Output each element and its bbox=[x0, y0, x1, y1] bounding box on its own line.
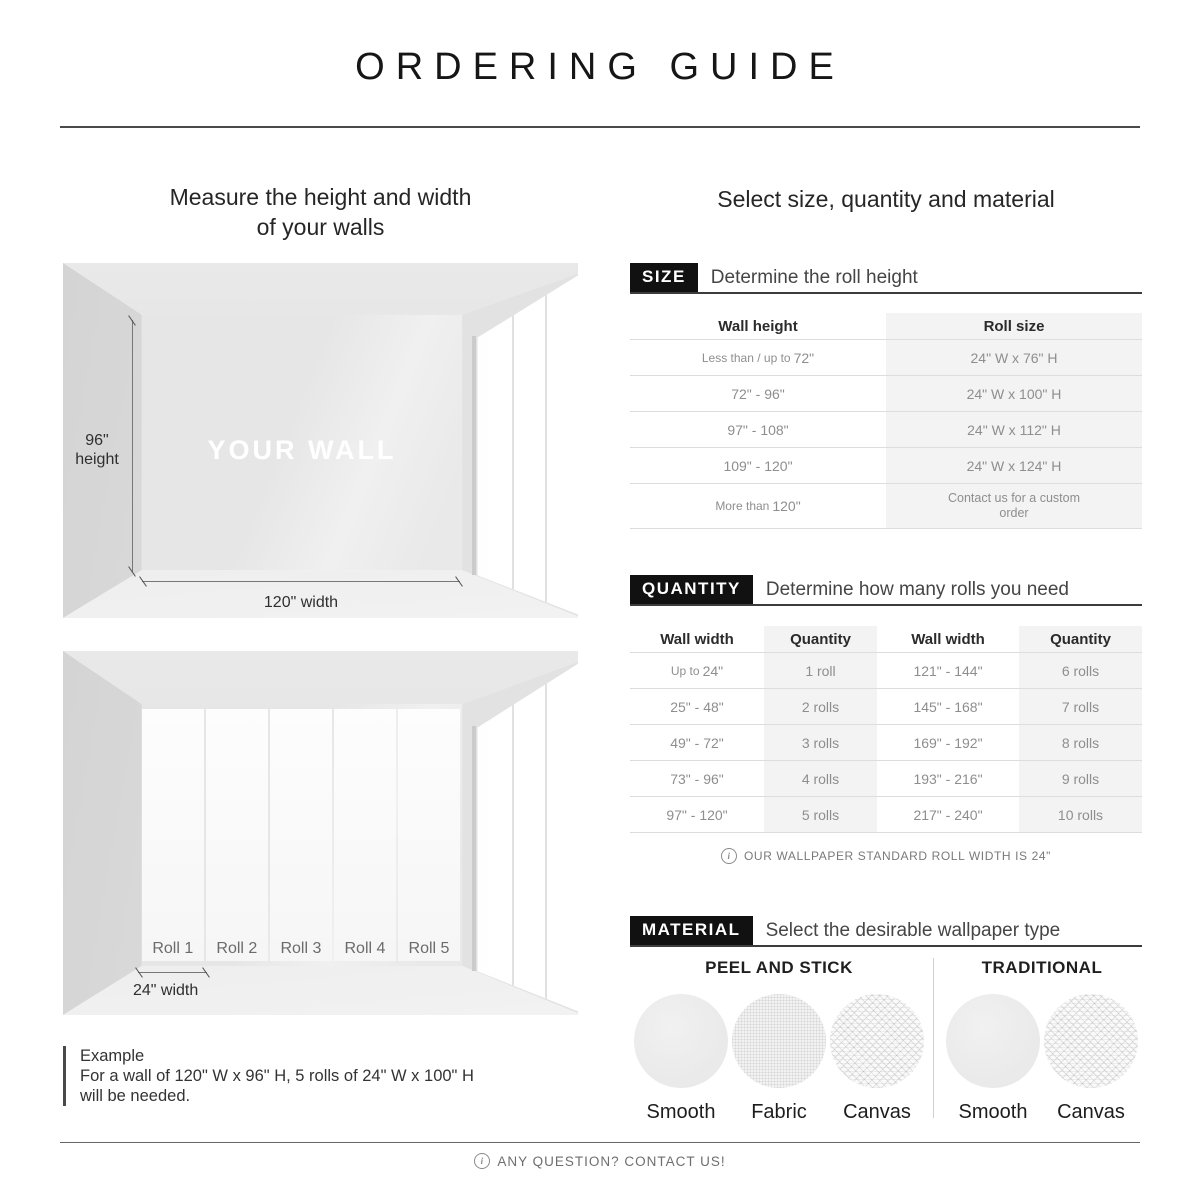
traditional-swatches bbox=[944, 994, 1140, 1124]
material-group-traditional bbox=[944, 958, 1140, 1124]
roll-panel bbox=[334, 709, 396, 962]
window-mullion bbox=[545, 263, 547, 618]
swatch-label: Canvas bbox=[843, 1101, 911, 1123]
height-dimension-line bbox=[132, 320, 133, 572]
swatch-canvas bbox=[830, 994, 924, 1124]
contact-us-link[interactable] bbox=[0, 1153, 1200, 1169]
room-back-wall bbox=[142, 315, 462, 571]
qty-quantity-cell: 1 roll bbox=[764, 653, 877, 689]
info-icon: i bbox=[721, 848, 737, 864]
smooth-texture-circle bbox=[946, 994, 1040, 1088]
size-subtitle: Determine the roll height bbox=[710, 267, 918, 288]
quantity-table bbox=[630, 626, 1142, 833]
height-value: 96" bbox=[85, 432, 109, 449]
your-wall-label: YOUR WALL bbox=[207, 434, 397, 465]
example-title: Example bbox=[80, 1047, 145, 1065]
header-divider bbox=[60, 126, 1140, 128]
qty-col-header: Wall width bbox=[630, 626, 764, 653]
roll-panel bbox=[206, 709, 268, 962]
roll-label: Roll 2 bbox=[216, 940, 258, 958]
material-subtitle: Select the desirable wallpaper type bbox=[765, 920, 1061, 941]
quantity-badge: QUANTITY bbox=[630, 575, 753, 604]
size-roll-size-cell: 24" W x 124" H bbox=[886, 448, 1142, 484]
peel-and-stick-swatches bbox=[630, 994, 928, 1124]
window-mullion bbox=[512, 263, 514, 618]
width-dimension-line bbox=[142, 581, 460, 582]
quantity-subtitle: Determine how many rolls you need bbox=[765, 579, 1069, 600]
contact-us-text: ANY QUESTION? CONTACT US! bbox=[497, 1153, 726, 1169]
window-mullion bbox=[512, 651, 514, 1015]
size-roll-size-cell: Contact us for a custom order bbox=[886, 484, 1142, 529]
room-illustration-your-wall bbox=[63, 263, 578, 618]
size-roll-size-cell: 24" W x 112" H bbox=[886, 412, 1142, 448]
qty-quantity-cell: 5 rolls bbox=[764, 797, 877, 833]
traditional-title: TRADITIONAL bbox=[981, 958, 1103, 977]
qty-wall-width-cell: 169" - 192" bbox=[877, 725, 1019, 761]
quantity-section-head bbox=[630, 575, 1142, 606]
material-section-head bbox=[630, 916, 1142, 947]
canvas-texture-circle bbox=[830, 994, 924, 1088]
info-icon: i bbox=[474, 1153, 490, 1169]
canvas-texture-circle bbox=[1044, 994, 1138, 1088]
qty-wall-width-cell: 193" - 216" bbox=[877, 761, 1019, 797]
material-groups-divider bbox=[933, 958, 934, 1118]
roll-width-dimension-line bbox=[138, 972, 207, 973]
size-wall-height-cell: Less than / up to 72" bbox=[630, 340, 886, 376]
example-block bbox=[63, 1046, 474, 1106]
roll-panel bbox=[142, 709, 204, 962]
size-roll-size-cell: 24" W x 76" H bbox=[886, 340, 1142, 376]
swatch-label: Smooth bbox=[958, 1101, 1028, 1123]
window-mullion bbox=[545, 651, 547, 1015]
qty-wall-width-cell: 25" - 48" bbox=[630, 689, 764, 725]
size-roll-size-cell: 24" W x 100" H bbox=[886, 376, 1142, 412]
qty-wall-width-cell: 49" - 72" bbox=[630, 725, 764, 761]
width-dimension-label: 120" width bbox=[263, 594, 339, 611]
roll-width-dimension-label: 24" width bbox=[133, 982, 199, 999]
roll-label: Roll 1 bbox=[152, 940, 194, 958]
size-wall-height-cell: 97" - 108" bbox=[630, 412, 886, 448]
qty-quantity-cell: 7 rolls bbox=[1019, 689, 1142, 725]
room-illustration-rolls bbox=[63, 651, 578, 1015]
material-group-peel-and-stick bbox=[630, 958, 928, 1124]
measure-heading-line1: Measure the height and width bbox=[169, 184, 472, 210]
swatch-canvas bbox=[1044, 994, 1138, 1124]
roll-width-note-text: OUR WALLPAPER STANDARD ROLL WIDTH IS 24" bbox=[744, 849, 1051, 863]
roll-width-note bbox=[630, 848, 1142, 864]
window-frame bbox=[472, 336, 476, 576]
qty-quantity-cell: 6 rolls bbox=[1019, 653, 1142, 689]
size-table bbox=[630, 313, 1142, 529]
qty-wall-width-cell: Up to 24" bbox=[630, 653, 764, 689]
qty-col-header: Quantity bbox=[1019, 626, 1142, 653]
measure-heading bbox=[63, 182, 578, 242]
qty-wall-width-cell: 145" - 168" bbox=[877, 689, 1019, 725]
size-wall-height-cell: 72" - 96" bbox=[630, 376, 886, 412]
smooth-texture-circle bbox=[634, 994, 728, 1088]
qty-quantity-cell: 2 rolls bbox=[764, 689, 877, 725]
qty-wall-width-cell: 97" - 120" bbox=[630, 797, 764, 833]
window-frame bbox=[472, 726, 476, 972]
size-wall-height-cell: More than 120" bbox=[630, 484, 886, 529]
qty-quantity-cell: 9 rolls bbox=[1019, 761, 1142, 797]
fabric-texture-circle bbox=[732, 994, 826, 1088]
roll-label: Roll 4 bbox=[344, 940, 386, 958]
select-heading: Select size, quantity and material bbox=[717, 186, 1055, 212]
example-line2: will be needed. bbox=[80, 1087, 191, 1105]
roll-label: Roll 5 bbox=[408, 940, 450, 958]
qty-wall-width-cell: 73" - 96" bbox=[630, 761, 764, 797]
measure-heading-line2: of your walls bbox=[256, 214, 385, 240]
swatch-label: Smooth bbox=[646, 1101, 716, 1123]
size-wall-height-cell: 109" - 120" bbox=[630, 448, 886, 484]
swatch-fabric bbox=[732, 994, 826, 1124]
page-title: ORDERING GUIDE bbox=[355, 46, 845, 88]
material-badge: MATERIAL bbox=[630, 916, 753, 945]
size-section-head bbox=[630, 263, 1142, 294]
footer-divider bbox=[60, 1142, 1140, 1143]
roll-panel bbox=[270, 709, 332, 962]
roll-panels bbox=[142, 709, 460, 962]
swatch-smooth bbox=[634, 994, 728, 1124]
height-dimension-label bbox=[65, 431, 129, 469]
qty-wall-width-cell: 121" - 144" bbox=[877, 653, 1019, 689]
swatch-smooth bbox=[946, 994, 1040, 1124]
peel-and-stick-title: PEEL AND STICK bbox=[705, 958, 853, 977]
size-col-header-roll-size: Roll size bbox=[886, 313, 1142, 340]
height-word: height bbox=[75, 451, 119, 468]
qty-col-header: Quantity bbox=[764, 626, 877, 653]
qty-quantity-cell: 4 rolls bbox=[764, 761, 877, 797]
qty-wall-width-cell: 217" - 240" bbox=[877, 797, 1019, 833]
example-line1: For a wall of 120" W x 96" H, 5 rolls of 24" W x 100" H bbox=[80, 1067, 474, 1085]
size-col-header-wall-height: Wall height bbox=[630, 313, 886, 340]
qty-quantity-cell: 10 rolls bbox=[1019, 797, 1142, 833]
roll-label: Roll 3 bbox=[280, 940, 322, 958]
swatch-label: Fabric bbox=[751, 1101, 807, 1123]
qty-quantity-cell: 3 rolls bbox=[764, 725, 877, 761]
qty-col-header: Wall width bbox=[877, 626, 1019, 653]
size-badge: SIZE bbox=[630, 263, 698, 292]
roll-panel bbox=[398, 709, 460, 962]
swatch-label: Canvas bbox=[1057, 1101, 1125, 1123]
qty-quantity-cell: 8 rolls bbox=[1019, 725, 1142, 761]
